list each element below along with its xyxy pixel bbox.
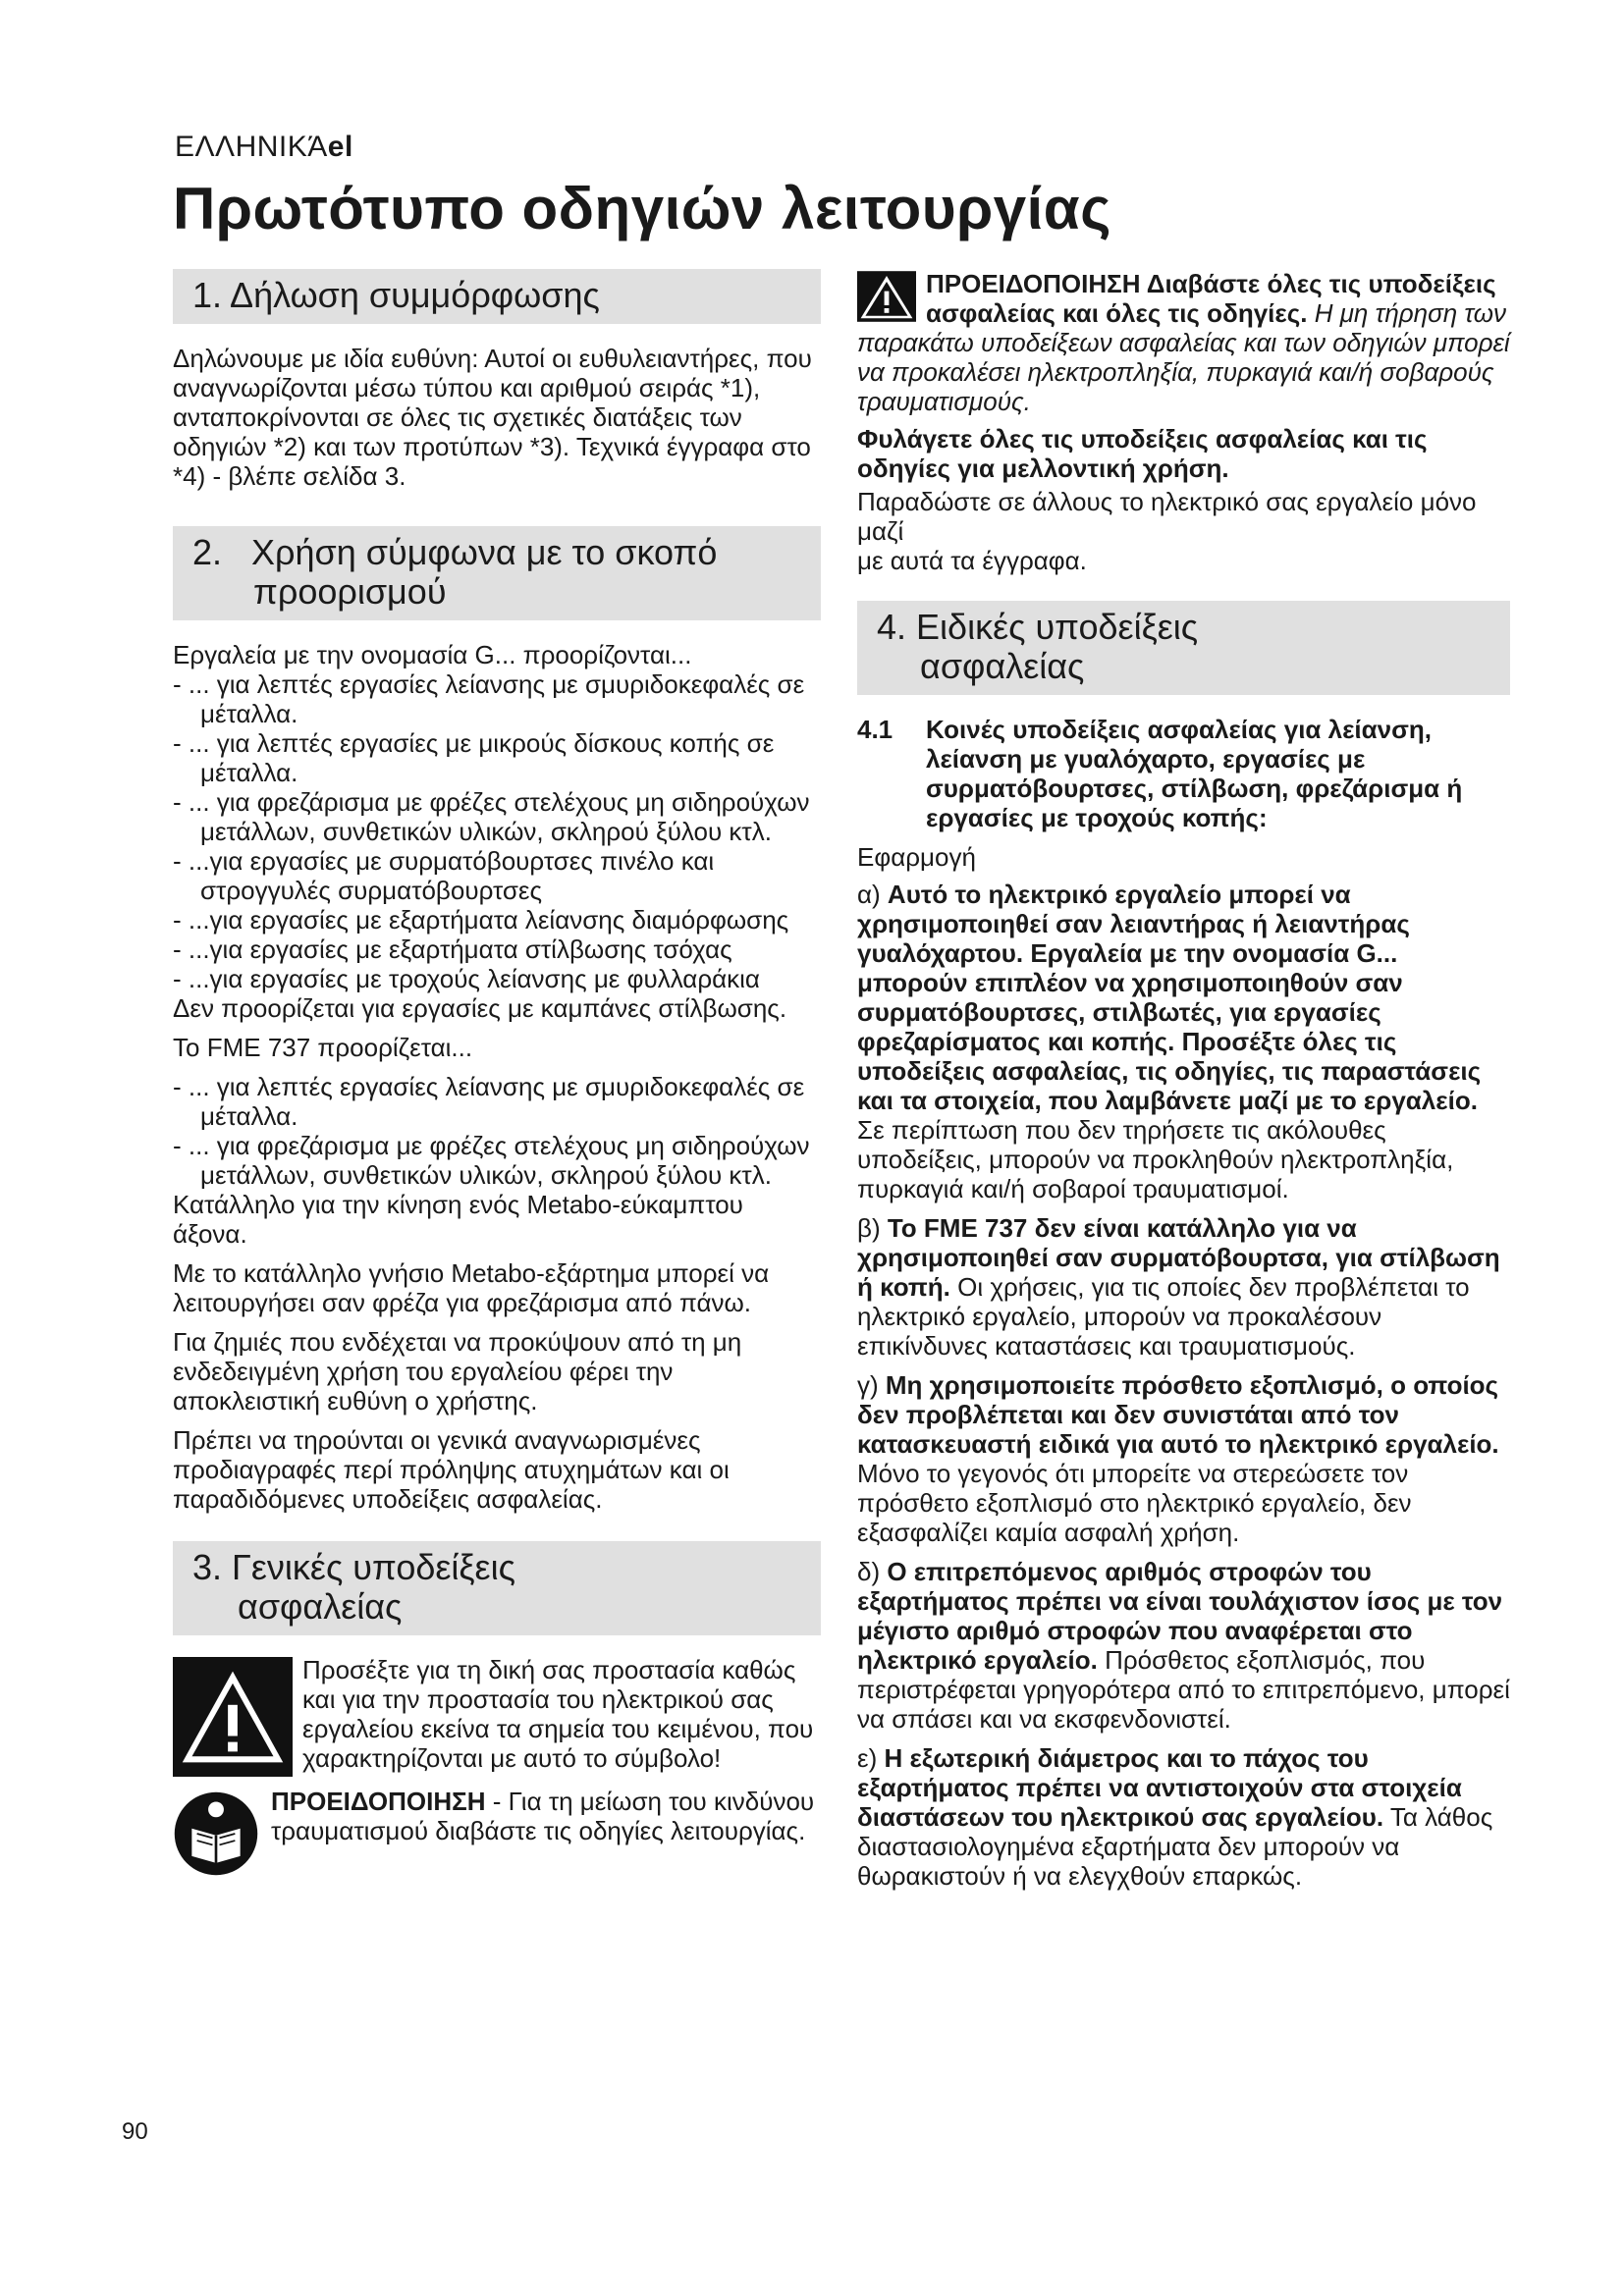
list-item: - ...για εργασίες με εξαρτήματα λείανσης διαμόρφωσης — [173, 905, 789, 934]
item-a-text: Σε περίπτωση που δεν τηρήσετε τις ακόλουθες υποδείξεις, μπορούν να προκληθούν ηλεκτροπληξία, πυρκαγιά και/ή σοβαροί τραυματισμοί. — [857, 1115, 1454, 1203]
item-b-text: Οι χρήσεις, για τις οποίες δεν προβλέπεται το ηλεκτρικό εργαλείο, μπορούν να προκαλέσουν επικίνδυνες καταστάσεις και τραυματισμούς. — [857, 1272, 1470, 1361]
symbol-note — [173, 1655, 821, 1777]
list-item: - ... για λεπτές εργασίες με μικρούς δίσκους κοπής σε μέταλλα. — [173, 728, 775, 787]
regulations-text: Πρέπει να τηρούνται οι γενικά αναγνωρισμένες προδιαγραφές περί πρόληψης ατυχημάτων και οι παραδιδόμενες υποδείξεις ασφαλείας. — [173, 1425, 730, 1514]
section-3-heading-line1: 3. Γενικές υποδείξεις — [192, 1547, 515, 1587]
warning-triangle-icon — [173, 1657, 293, 1777]
item-c — [857, 1370, 1510, 1547]
list-item: - ... για λεπτές εργασίες λείανσης με σμυριδοκεφαλές σε μέταλλα. — [173, 1072, 805, 1131]
item-c-text: Μόνο το γεγονός ότι μπορείτε να στερεώσετε τον πρόσθετο εξοπλισμό στο ηλεκτρικό εργαλείο, δεν εξασφαλίζει καμία ασφαλή χρήση. — [857, 1459, 1412, 1547]
fme-usage-list — [173, 1072, 821, 1190]
section-1-heading — [173, 269, 821, 324]
item-d-bold: Ο επιτρεπόμενος αριθμός στροφών του εξαρτήματος πρέπει να είναι τουλάχιστον ίσος με τον μέγιστο αριθμό στροφών που αναφέρεται στο ηλεκτρικό εργαλείο. — [857, 1557, 1503, 1675]
language-code: el — [327, 131, 353, 163]
item-b-prefix: β) — [857, 1213, 888, 1243]
keep-instructions-text: Φυλάγετε όλες τις υποδείξεις ασφαλείας και τις οδηγίες για μελλοντική χρήση. — [857, 424, 1428, 483]
hand-over-line1: Παραδώστε σε άλλους το ηλεκτρικό σας εργαλείο μόνο μαζί — [857, 487, 1477, 546]
item-e-text: Τα λάθος διαστασιολογημένα εξαρτήματα δεν μπορούν να θωρακιστούν ή να ελεγχθούν επαρκώς. — [857, 1802, 1493, 1891]
section-2-number: 2. — [192, 532, 223, 572]
read-manual-icon — [173, 1790, 259, 1877]
section-1-body: Δηλώνουμε με ιδία ευθύνη: Αυτοί οι ευθυλειαντήρες, που αναγνωρίζονται μέσω τύπου και αριθμού σειράς *1), ανταποκρίνονται σε όλες τις σχετικές διατάξεις των οδηγιών *2) και των προτύπων *3). Τεχνικά έγγραφα στο *4) - βλέπε σελίδα 3. — [173, 344, 812, 491]
subsection-4-1 — [857, 715, 1510, 832]
subsection-title: Κοινές υποδείξεις ασφαλείας για λείανση, λείανση με γυαλόχαρτο, εργασίες με συρματόβουρτσες, στίλβωση, φρεζάρισμα ή εργασίες με τροχούς κοπής: — [926, 715, 1463, 832]
general-warning-bold: ΠΡΟΕΙΔΟΠΟΙΗΣΗ Διαβάστε όλες τις υποδείξεις ασφαλείας και όλες τις οδηγίες. — [926, 269, 1496, 328]
fme-intro: Το FME 737 προορίζεται... — [173, 1033, 473, 1062]
item-b — [857, 1213, 1510, 1361]
keep-instructions — [857, 424, 1510, 483]
item-c-prefix: γ) — [857, 1370, 886, 1400]
warning-triangle-icon — [857, 271, 916, 322]
item-c-bold: Μη χρησιμοποιείτε πρόσθετο εξοπλισμό, ο οποίος δεν προβλέπεται και δεν συνιστάται από τον κατασκευαστή ειδικά για αυτό το ηλεκτρικό εργαλείο. — [857, 1370, 1499, 1459]
section-4-heading-line2: ασφαλείας — [920, 646, 1085, 686]
application-heading: Εφαρμογή — [857, 842, 976, 872]
flex-shaft-text: Κατάλληλο για την κίνηση ενός Metabo-εύκαμπτου άξονα. — [173, 1190, 743, 1249]
list-item: - ... για φρεζάρισμα με φρέζες στελέχους μη σιδηρούχων μετάλλων, συνθετικών υλικών, σκληρού ξύλου κτλ. — [173, 787, 810, 846]
item-a — [857, 880, 1510, 1203]
item-e-prefix: ε) — [857, 1743, 885, 1773]
item-a-bold: Αυτό το ηλεκτρικό εργαλείο μπορεί να χρησιμοποιηθεί σαν λειαντήρας ή λειαντήρας γυαλόχαρτου. Εργαλεία με την ονομασία G... μπορούν επιπλέον να χρησιμοποιηθούν σαν συρματόβουρτσες, στιλβωτές, για εργασίες φρεζαρίσματος και κοπής. Προσέξτε όλες τις υποδείξεις ασφαλείας, τις οδηγίες, τις παραστάσεις και τα στοιχεία, που λαμβάνετε μαζί με το εργαλείο. — [857, 880, 1482, 1115]
language-name: ΕΛΛΗΝΙΚΆ — [175, 131, 328, 163]
subsection-number: 4.1 — [857, 715, 893, 744]
liability-text: Για ζημιές που ενδέχεται να προκύψουν από τη μη ενδεδειγμένη χρήση του εργαλείου φέρει την αποκλειστική ευθύνη ο χρήστης. — [173, 1327, 742, 1415]
left-column — [173, 269, 821, 1877]
section-1-heading-text: 1. Δήλωση συμμόρφωσης — [192, 275, 600, 315]
list-item: - ...για εργασίες με εξαρτήματα στίλβωσης τσόχας — [173, 934, 732, 964]
item-d — [857, 1557, 1510, 1734]
list-item: - ... για λεπτές εργασίες λείανσης με σμυριδοκεφαλές σε μέταλλα. — [173, 669, 805, 728]
hand-over-line2: με αυτά τα έγγραφα. — [857, 546, 1087, 575]
g-usage-list — [173, 669, 821, 993]
section-2-heading-line1: Χρήση σύμφωνα με το σκοπό — [251, 532, 718, 572]
symbol-note-text: Προσέξτε για τη δική σας προστασία καθώς και για την προστασία του ηλεκτρικού σας εργαλείου εκείνα τα σημεία του κειμένου, που χαρακτηρίζονται με αυτό το σύμβολο! — [302, 1655, 814, 1773]
item-d-text: Πρόσθετος εξοπλισμός, που περιστρέφεται γρηγορότερα από το επιτρεπόμενο, μπορεί να σπάσει και να εκσφενδονιστεί. — [857, 1645, 1510, 1734]
item-e — [857, 1743, 1510, 1891]
list-item: - ...για εργασίες με τροχούς λείανσης με φυλλαράκια — [173, 964, 760, 993]
page-title: Πρωτότυπο οδηγιών λειτουργίας — [173, 176, 1111, 241]
read-manual-text: - Για τη μείωση του κινδύνου τραυματισμού διαβάστε τις οδηγίες λειτουργίας. — [271, 1787, 815, 1845]
language-label — [175, 131, 353, 164]
section-2-heading-line2: προορισμού — [253, 571, 447, 612]
list-item: - ... για φρεζάρισμα με φρέζες στελέχους μη σιδηρούχων μετάλλων, συνθετικών υλικών, σκληρού ξύλου κτλ. — [173, 1131, 810, 1190]
item-a-prefix: α) — [857, 880, 888, 909]
item-e-bold: Η εξωτερική διάμετρος και το πάχος του εξαρτήματος πρέπει να αντιστοιχούν στα στοιχεία διαστάσεων του ηλεκτρικού σας εργαλείου. — [857, 1743, 1462, 1832]
section-2-heading — [173, 526, 821, 620]
page-number: 90 — [122, 2118, 148, 2145]
section-3-heading-line2: ασφαλείας — [238, 1586, 403, 1627]
not-intended-text: Δεν προορίζεται για εργασίες με καμπάνες στίλβωσης. — [173, 993, 787, 1023]
general-warning-italic: Η μη τήρηση των παρακάτω υποδείξεων ασφαλείας και των οδηγιών μπορεί να προκαλέσει ηλεκτροπληξία, πυρκαγιά και/ή σοβαρούς τραυματισμούς. — [857, 298, 1510, 416]
section-3-heading — [173, 1541, 821, 1635]
section-2-intro: Εργαλεία με την ονομασία G... προορίζονται... — [173, 640, 692, 669]
item-b-bold: Το FME 737 δεν είναι κατάλληλο για να χρησιμοποιηθεί σαν συρματόβουρτσα, για στίλβωση ή κοπή. — [857, 1213, 1500, 1302]
section-4-heading — [857, 601, 1510, 695]
right-column — [857, 269, 1510, 1900]
item-d-prefix: δ) — [857, 1557, 888, 1586]
read-manual-note — [173, 1787, 821, 1845]
section-4-heading-line1: 4. Ειδικές υποδείξεις — [877, 607, 1199, 647]
general-warning — [857, 269, 1510, 416]
accessory-text: Με το κατάλληλο γνήσιο Metabo-εξάρτημα μπορεί να λειτουργήσει σαν φρέζα για φρεζάρισμα από πάνω. — [173, 1258, 770, 1317]
read-manual-warning-label: ΠΡΟΕΙΔΟΠΟΙΗΣΗ — [271, 1787, 486, 1816]
list-item: - ...για εργασίες με συρματόβουρτσες πινέλο και στρογγυλές συρματόβουρτσες — [173, 846, 715, 905]
